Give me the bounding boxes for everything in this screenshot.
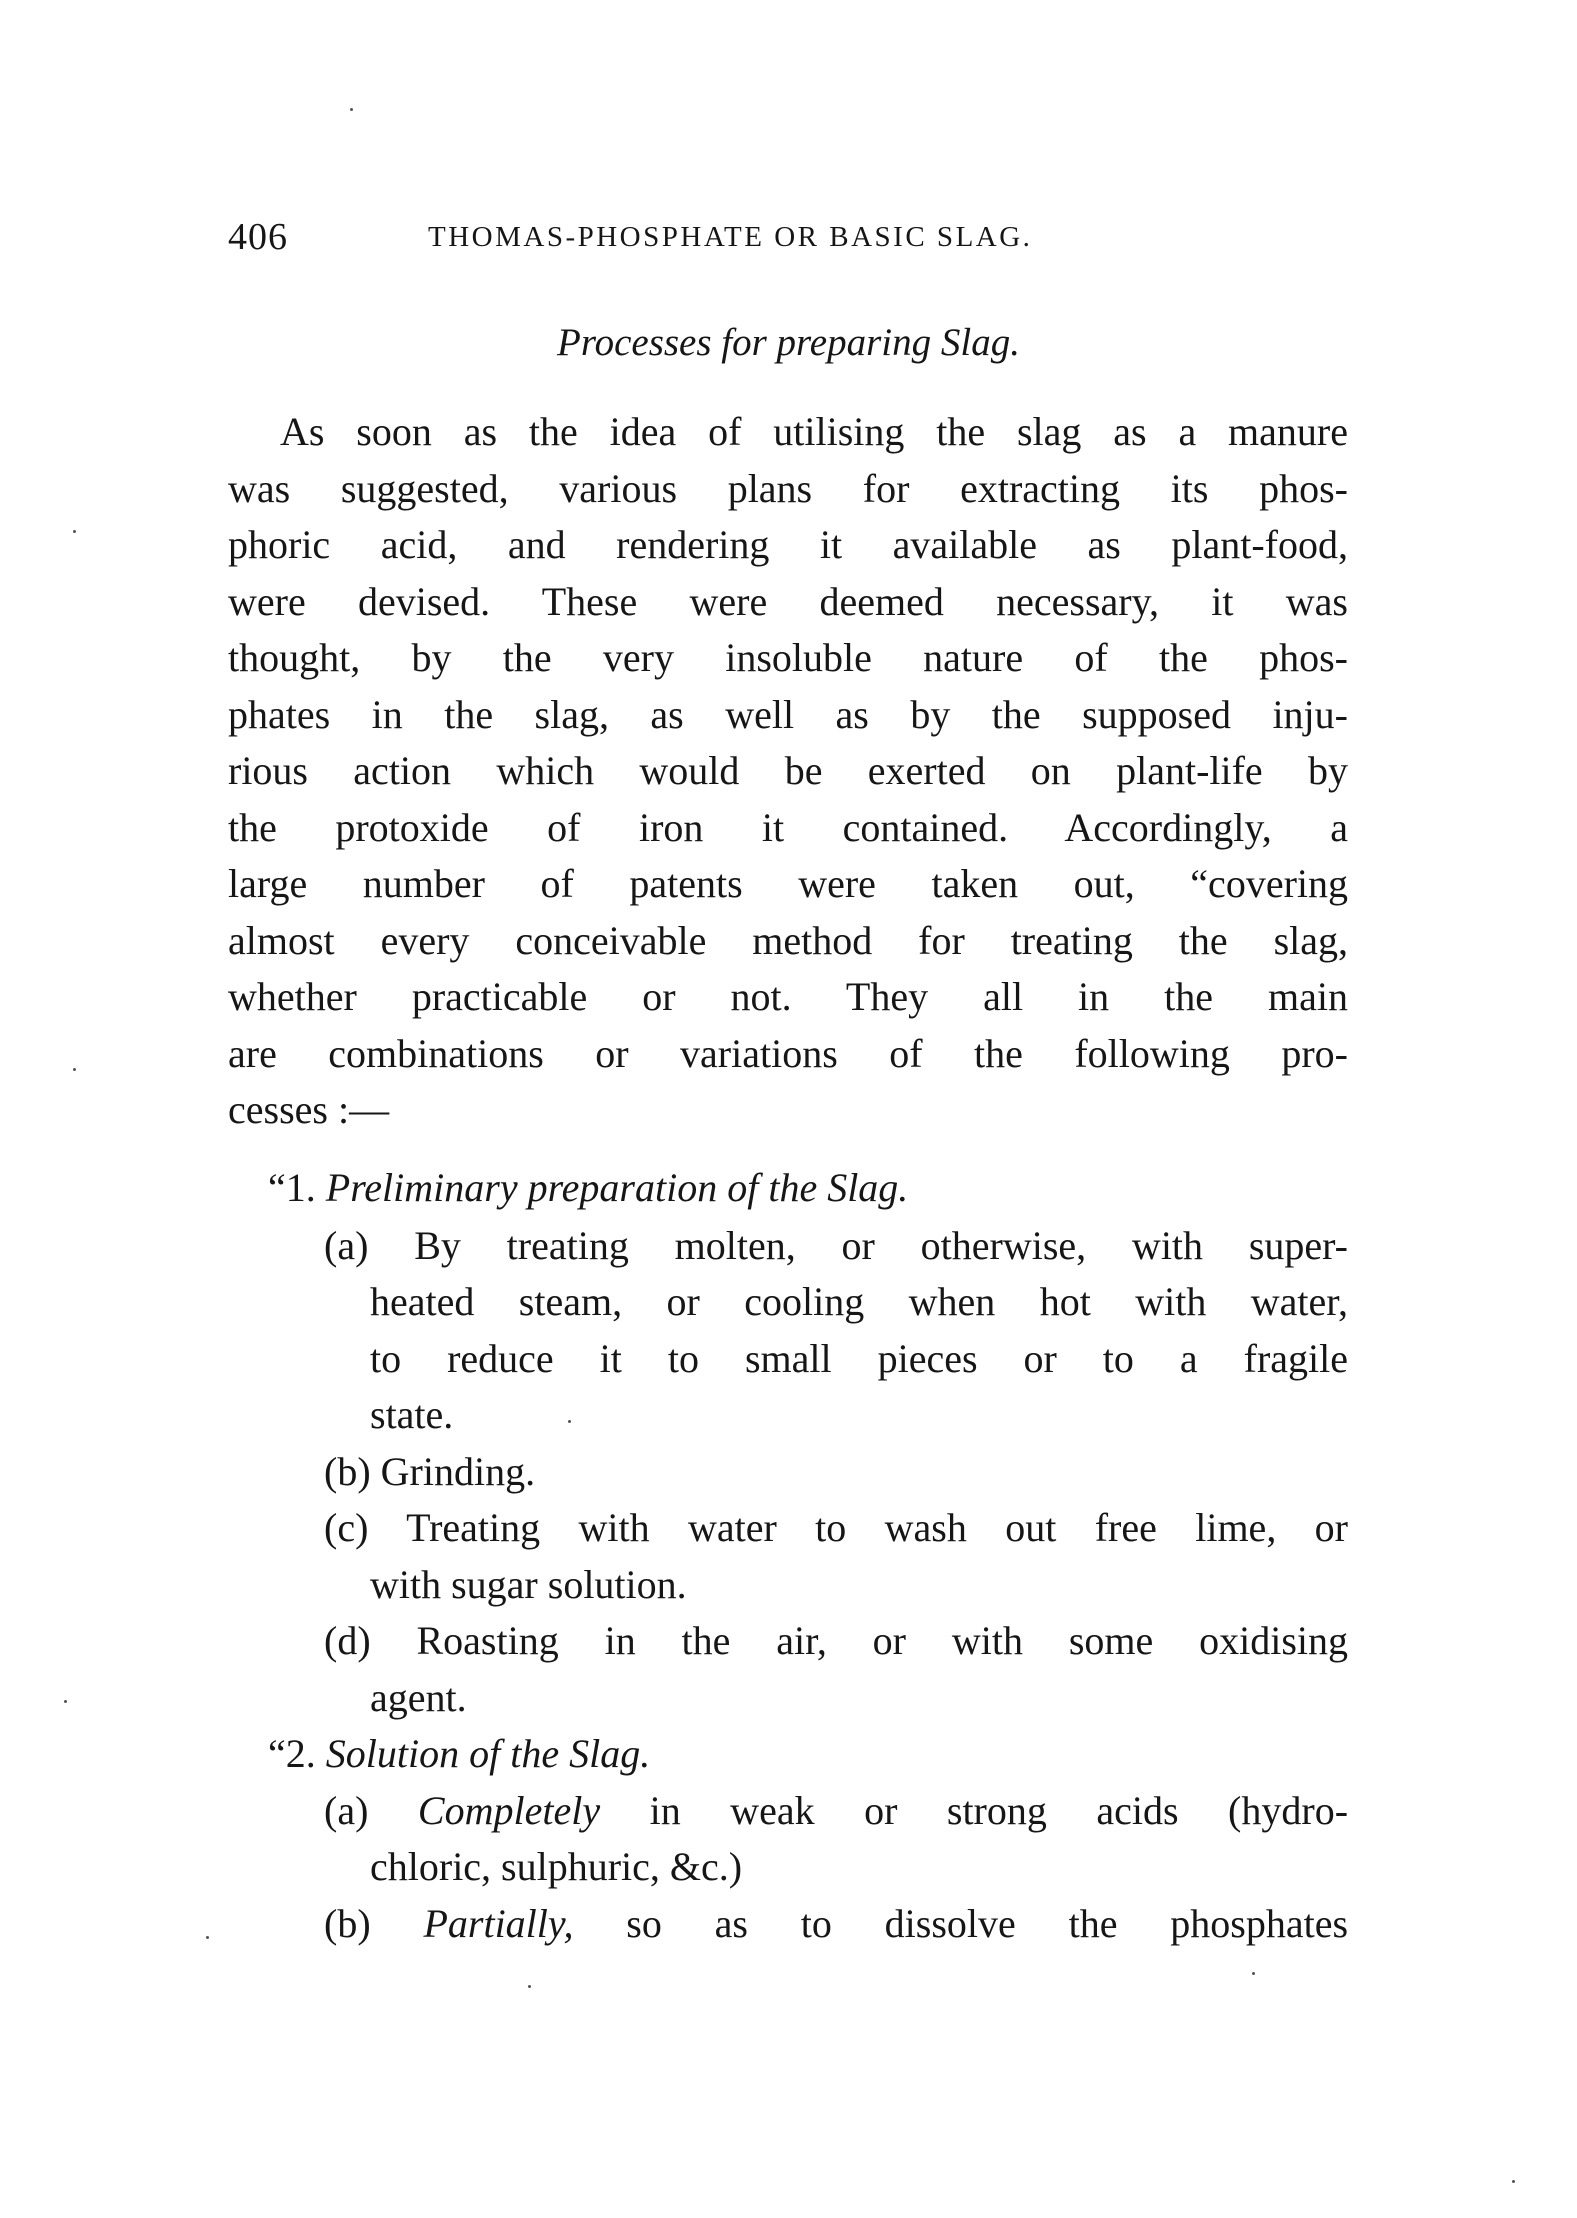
list-item-line [324,1444,1348,1501]
scan-speck [568,1420,571,1423]
list-item-line: heated steam, or cooling when hot with water, [370,1279,1348,1324]
paragraph-line: As soon as the idea of utilising the slag as a manure [280,409,1348,454]
item-label: (a) [324,1788,369,1833]
item-text: so as to dissolve the phosphates [626,1901,1349,1946]
item-label: (b) [324,1449,371,1494]
item-label: (a) [324,1223,369,1268]
list-item-line: state. [370,1392,454,1437]
item-emphasis: Partially, [423,1901,574,1946]
list-heading-number: “2. [268,1731,316,1776]
list-item-line [324,1896,1348,1953]
item-label: (c) [324,1505,369,1550]
section-heading: Processes for preparing Slag. [557,321,1020,364]
list-item-line [324,1500,1348,1557]
list-heading-title: Solution of the Slag. [325,1731,651,1776]
list-item-line: agent. [370,1675,467,1720]
item-text: Treating with water to wash out free lime, or [406,1505,1348,1550]
paragraph-line: phoric acid, and rendering it available as plant-food, [228,522,1348,567]
scan-speck [350,108,353,111]
scan-speck [1512,2180,1515,2183]
paragraph-line: large number of patents were taken out, “covering [228,861,1348,906]
scan-speck [528,1985,531,1988]
item-text: Grinding. [380,1449,536,1494]
item-emphasis: Completely [417,1788,601,1833]
item-label: (b) [324,1901,371,1946]
list-item-line: with sugar solution. [370,1562,687,1607]
paragraph-line: the protoxide of iron it contained. Accordingly, a [228,804,1348,850]
list-item-line [324,1613,1348,1670]
running-title: THOMAS-PHOSPHATE OR BASIC SLAG. [428,221,1033,253]
paragraph-line: whether practicable or not. They all in the main [228,974,1348,1019]
item-text: in weak or strong acids (hydro- [649,1788,1349,1833]
paragraph-line: phates in the slag, as well as by the supposed inju- [228,691,1348,737]
item-text: Roasting in the air, or with some oxidising [416,1618,1348,1663]
paragraph-line: cesses :— [228,1087,390,1132]
paragraph-line: was suggested, various plans for extracting its phos- [228,465,1348,511]
list-item-line [324,1783,1348,1840]
scan-speck [64,1700,67,1703]
paragraph-line: are combinations or variations of the following pro- [228,1030,1348,1076]
running-head [228,215,1348,265]
list-heading-title: Preliminary preparation of the Slag. [325,1165,909,1210]
list-heading-number: “1. [268,1165,316,1210]
scan-speck [206,1936,209,1939]
paragraph-line: thought, by the very insoluble nature of the phos- [228,635,1348,680]
list-item-line [324,1218,1348,1275]
list-item-line: chloric, sulphuric, &c.) [370,1844,743,1889]
paragraph-line: rious action which would be exerted on plant-life by [228,748,1348,793]
list-item-line: to reduce it to small pieces or to a fragile [370,1336,1348,1381]
scan-speck [73,530,76,533]
paragraph-line: almost every conceivable method for treating the slag, [228,917,1348,963]
item-label: (d) [324,1618,371,1663]
page-number: 406 [228,216,288,258]
list-heading-1 [268,1160,908,1217]
body-paragraph [228,404,1348,1139]
scan-speck [1252,1972,1255,1975]
scan-speck [73,1068,76,1071]
item-text: By treating molten, or otherwise, with super- [414,1223,1349,1268]
list-heading-2 [268,1726,650,1783]
paragraph-line: were devised. These were deemed necessary, it was [228,578,1348,624]
